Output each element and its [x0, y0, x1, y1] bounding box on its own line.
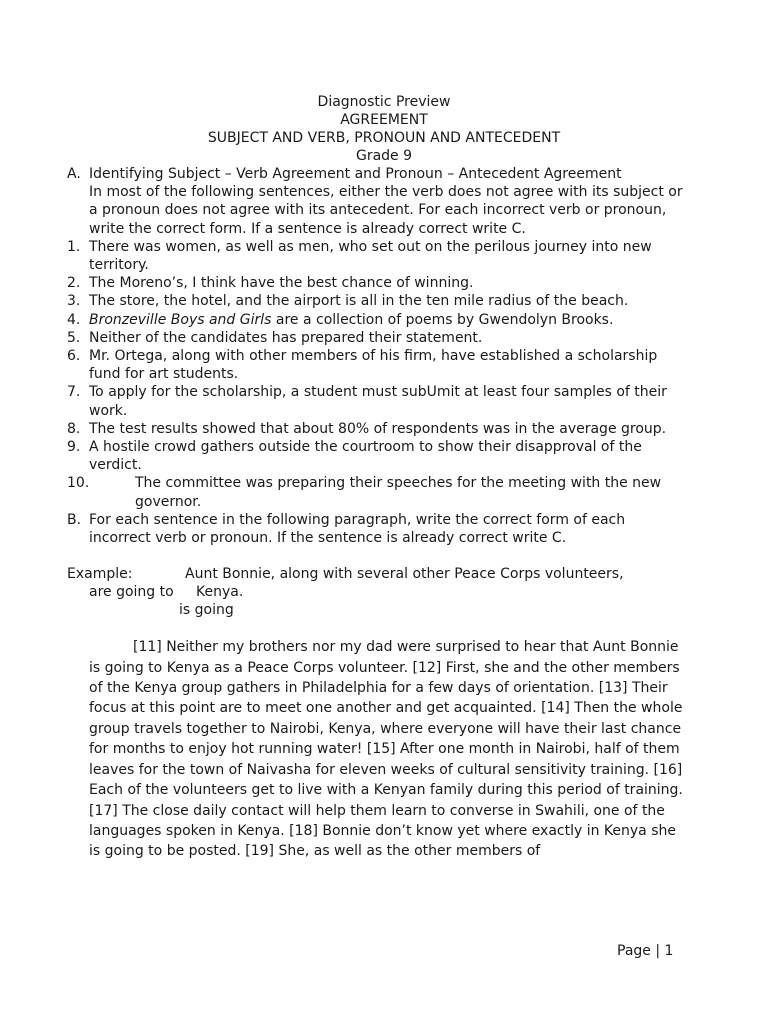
list-item-text-content: The committee was preparing their speeches for the meeting with the new governor.: [135, 475, 662, 510]
page-number: Page | 1: [617, 943, 674, 959]
exercise-list: [67, 238, 687, 511]
list-item-number: 6.: [67, 348, 81, 365]
section-b-marker: B.: [67, 511, 82, 528]
list-item: [67, 383, 687, 419]
header-line-grade: Grade 9: [355, 148, 413, 164]
example-sentence-end-b: Kenya.: [196, 584, 244, 601]
book-title: Bronzeville Boys and Girls: [89, 311, 272, 328]
list-item-text: A hostile crowd gathers outside the courtroom to show their disapproval of the verdict.: [89, 439, 642, 474]
list-item-number: 3.: [67, 293, 81, 310]
header-line-diagnostic: Diagnostic Preview: [317, 94, 451, 110]
list-item-text: Neither of the candidates has prepared their statement.: [89, 329, 483, 346]
list-item: [67, 238, 687, 274]
list-item-text: [135, 474, 687, 510]
list-item-text: Mr. Ortega, along with other members of his firm, have established a scholarship fund for art students.: [89, 348, 658, 383]
list-item: [67, 347, 687, 383]
section-a-heading: [67, 165, 687, 183]
list-item: [67, 474, 687, 510]
list-item: [67, 311, 687, 329]
list-item-number: 10.: [67, 475, 90, 492]
document-body: [67, 165, 687, 862]
list-item-number: 1.: [67, 238, 81, 255]
section-a-marker: A.: [67, 166, 81, 182]
list-item-number: 9.: [67, 439, 81, 456]
list-item: [67, 438, 687, 474]
section-a-title: Identifying Subject – Verb Agreement and Pronoun – Antecedent Agreement: [89, 166, 622, 182]
list-item: [67, 329, 687, 347]
list-item-number: 2.: [67, 275, 81, 292]
exercise-paragraph: [11] Neither my brothers nor my dad were surprised to hear that Aunt Bonnie is going to Kenya as a Peace Corps volunteer. [12] First, she and the other members of the Kenya group gathers in Philadelphia for a few days of orientation. [13] Their focus at this point are to meet one another and get acquainted. [14] Then the whole group travels together to Nairobi, Kenya, where everyone will have their last chance for months to enjoy hot running water! [15] After one month in Nairobi, half of them leaves for the town of Naivasha for eleven weeks of cultural sensitivity training. [16] Each of the volunteers get to live with a Kenyan family during this period of training. [17] The close daily contact will help them learn to converse in Swahili, one of the languages spoken in Kenya. [18] Bonnie don’t know yet where exactly in Kenya she is going to be posted. [19] She, as well as the other members of: [89, 639, 683, 860]
header-line-agreement: AGREEMENT: [340, 112, 428, 128]
document-header: [0, 93, 768, 165]
section-b-instructions: For each sentence in the following paragraph, write the correct form of each incorrect verb or pronoun. If the sentence is already correct write C.: [89, 511, 626, 547]
list-item: [67, 292, 687, 310]
list-item-number: 8.: [67, 420, 81, 437]
section-a-instructions: In most of the following sentences, either the verb does not agree with its subject or a pronoun does not agree with its antecedent. For each incorrect verb or pronoun, write the correct form. If a sentence is already correct write C.: [89, 184, 683, 237]
example-correction: is going: [179, 602, 234, 619]
spacer: [67, 547, 687, 565]
list-item-text: There was women, as well as men, who set out on the perilous journey into new territory.: [89, 238, 652, 274]
example-label: Example:: [67, 566, 133, 583]
example-sentence-end-a: are going to: [89, 584, 174, 601]
list-item-number: 5.: [67, 329, 81, 346]
example-sentence-start: Aunt Bonnie, along with several other Peace Corps volunteers,: [185, 566, 624, 583]
section-b-heading: [67, 511, 687, 547]
list-item-number: 7.: [67, 384, 81, 401]
list-item-text: The store, the hotel, and the airport is all in the ten mile radius of the beach.: [89, 293, 629, 310]
list-item-text: To apply for the scholarship, a student must subUmit at least four samples of their work.: [89, 384, 667, 419]
list-item: [67, 274, 687, 292]
list-item-text: The Moreno’s, I think have the best chance of winning.: [89, 275, 474, 292]
header-line-subject: SUBJECT AND VERB, PRONOUN AND ANTECEDENT: [207, 130, 561, 146]
list-item: [67, 420, 687, 438]
list-item-text: The test results showed that about 80% of respondents was in the average group.: [89, 420, 667, 437]
list-item-text-wrap: [89, 311, 687, 329]
list-item-text: are a collection of poems by Gwendolyn Brooks.: [271, 311, 614, 328]
example-block: [67, 565, 687, 619]
list-item-number: 4.: [67, 311, 81, 328]
